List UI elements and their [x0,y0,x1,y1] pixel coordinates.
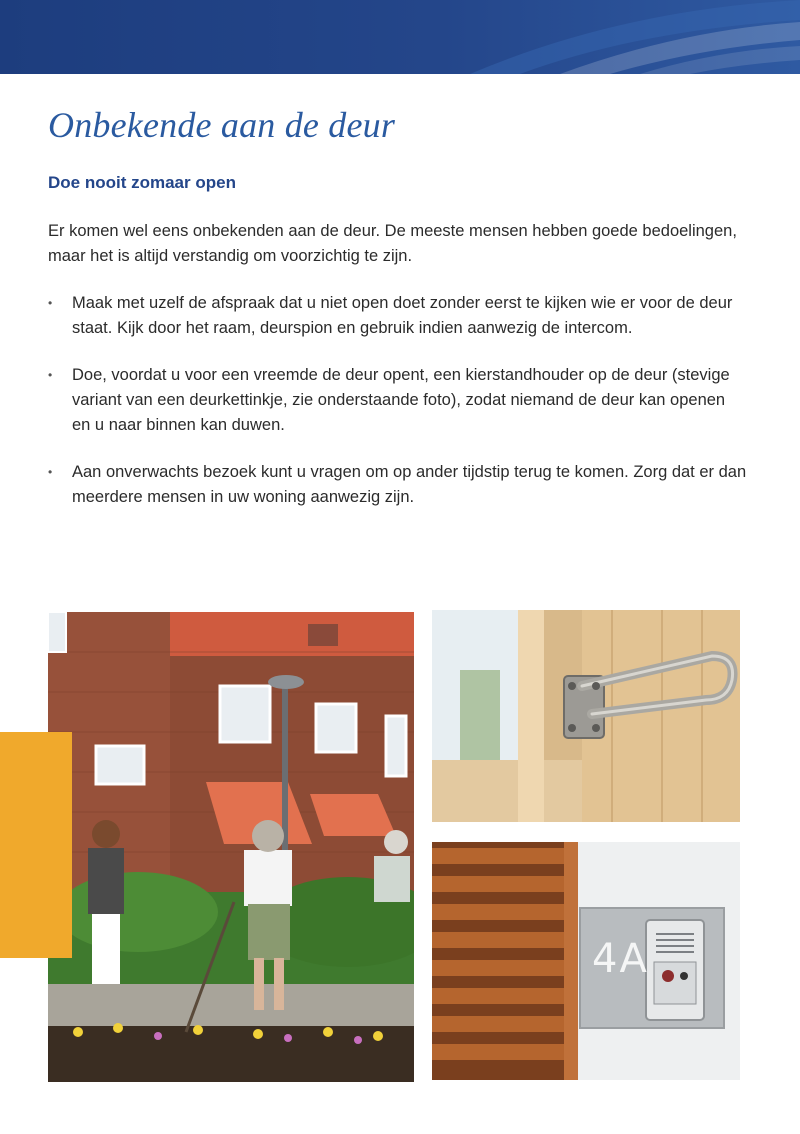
header-band [0,0,800,74]
doorbell-house-number: 4A [592,936,649,982]
advice-list [48,291,748,532]
photo-door-guard [432,610,740,822]
page-title: Onbekende aan de deur [48,105,396,145]
list-item [48,363,748,438]
list-item [48,291,748,341]
list-item [48,460,748,510]
bullet-icon: • [48,368,53,382]
list-item-text: Aan onverwachts bezoek kunt u vragen om op ander tijdstip terug te komen. Zorg dat er dan meerdere mensen in uw woning aanwezig zijn. [72,463,747,506]
header-wave-decoration [0,0,800,74]
orange-accent-bar [0,732,72,958]
bullet-icon: • [48,465,53,479]
list-item-text: Maak met uzelf de afspraak dat u niet open doet zonder eerst te kijken wie er voor de deur staat. Kijk door het raam, deurspion en gebruik indien aanwezig de intercom. [72,294,733,337]
bullet-icon: • [48,296,53,310]
photo-neighbourhood [48,612,414,1082]
section-subtitle: Doe nooit zomaar open [48,173,236,192]
photo-doorbell-intercom [432,842,740,1080]
intro-paragraph: Er komen wel eens onbekenden aan de deur. De meeste mensen hebben goede bedoelingen, maar het is altijd verstandig om voorzichtig te zijn. [48,222,737,265]
list-item-text: Doe, voordat u voor een vreemde de deur opent, een kierstandhouder op de deur (stevige variant van een deurkettinkje, zie onderstaande foto), zodat niemand de deur kan openen en u naar binnen kan duwen. [72,366,730,434]
